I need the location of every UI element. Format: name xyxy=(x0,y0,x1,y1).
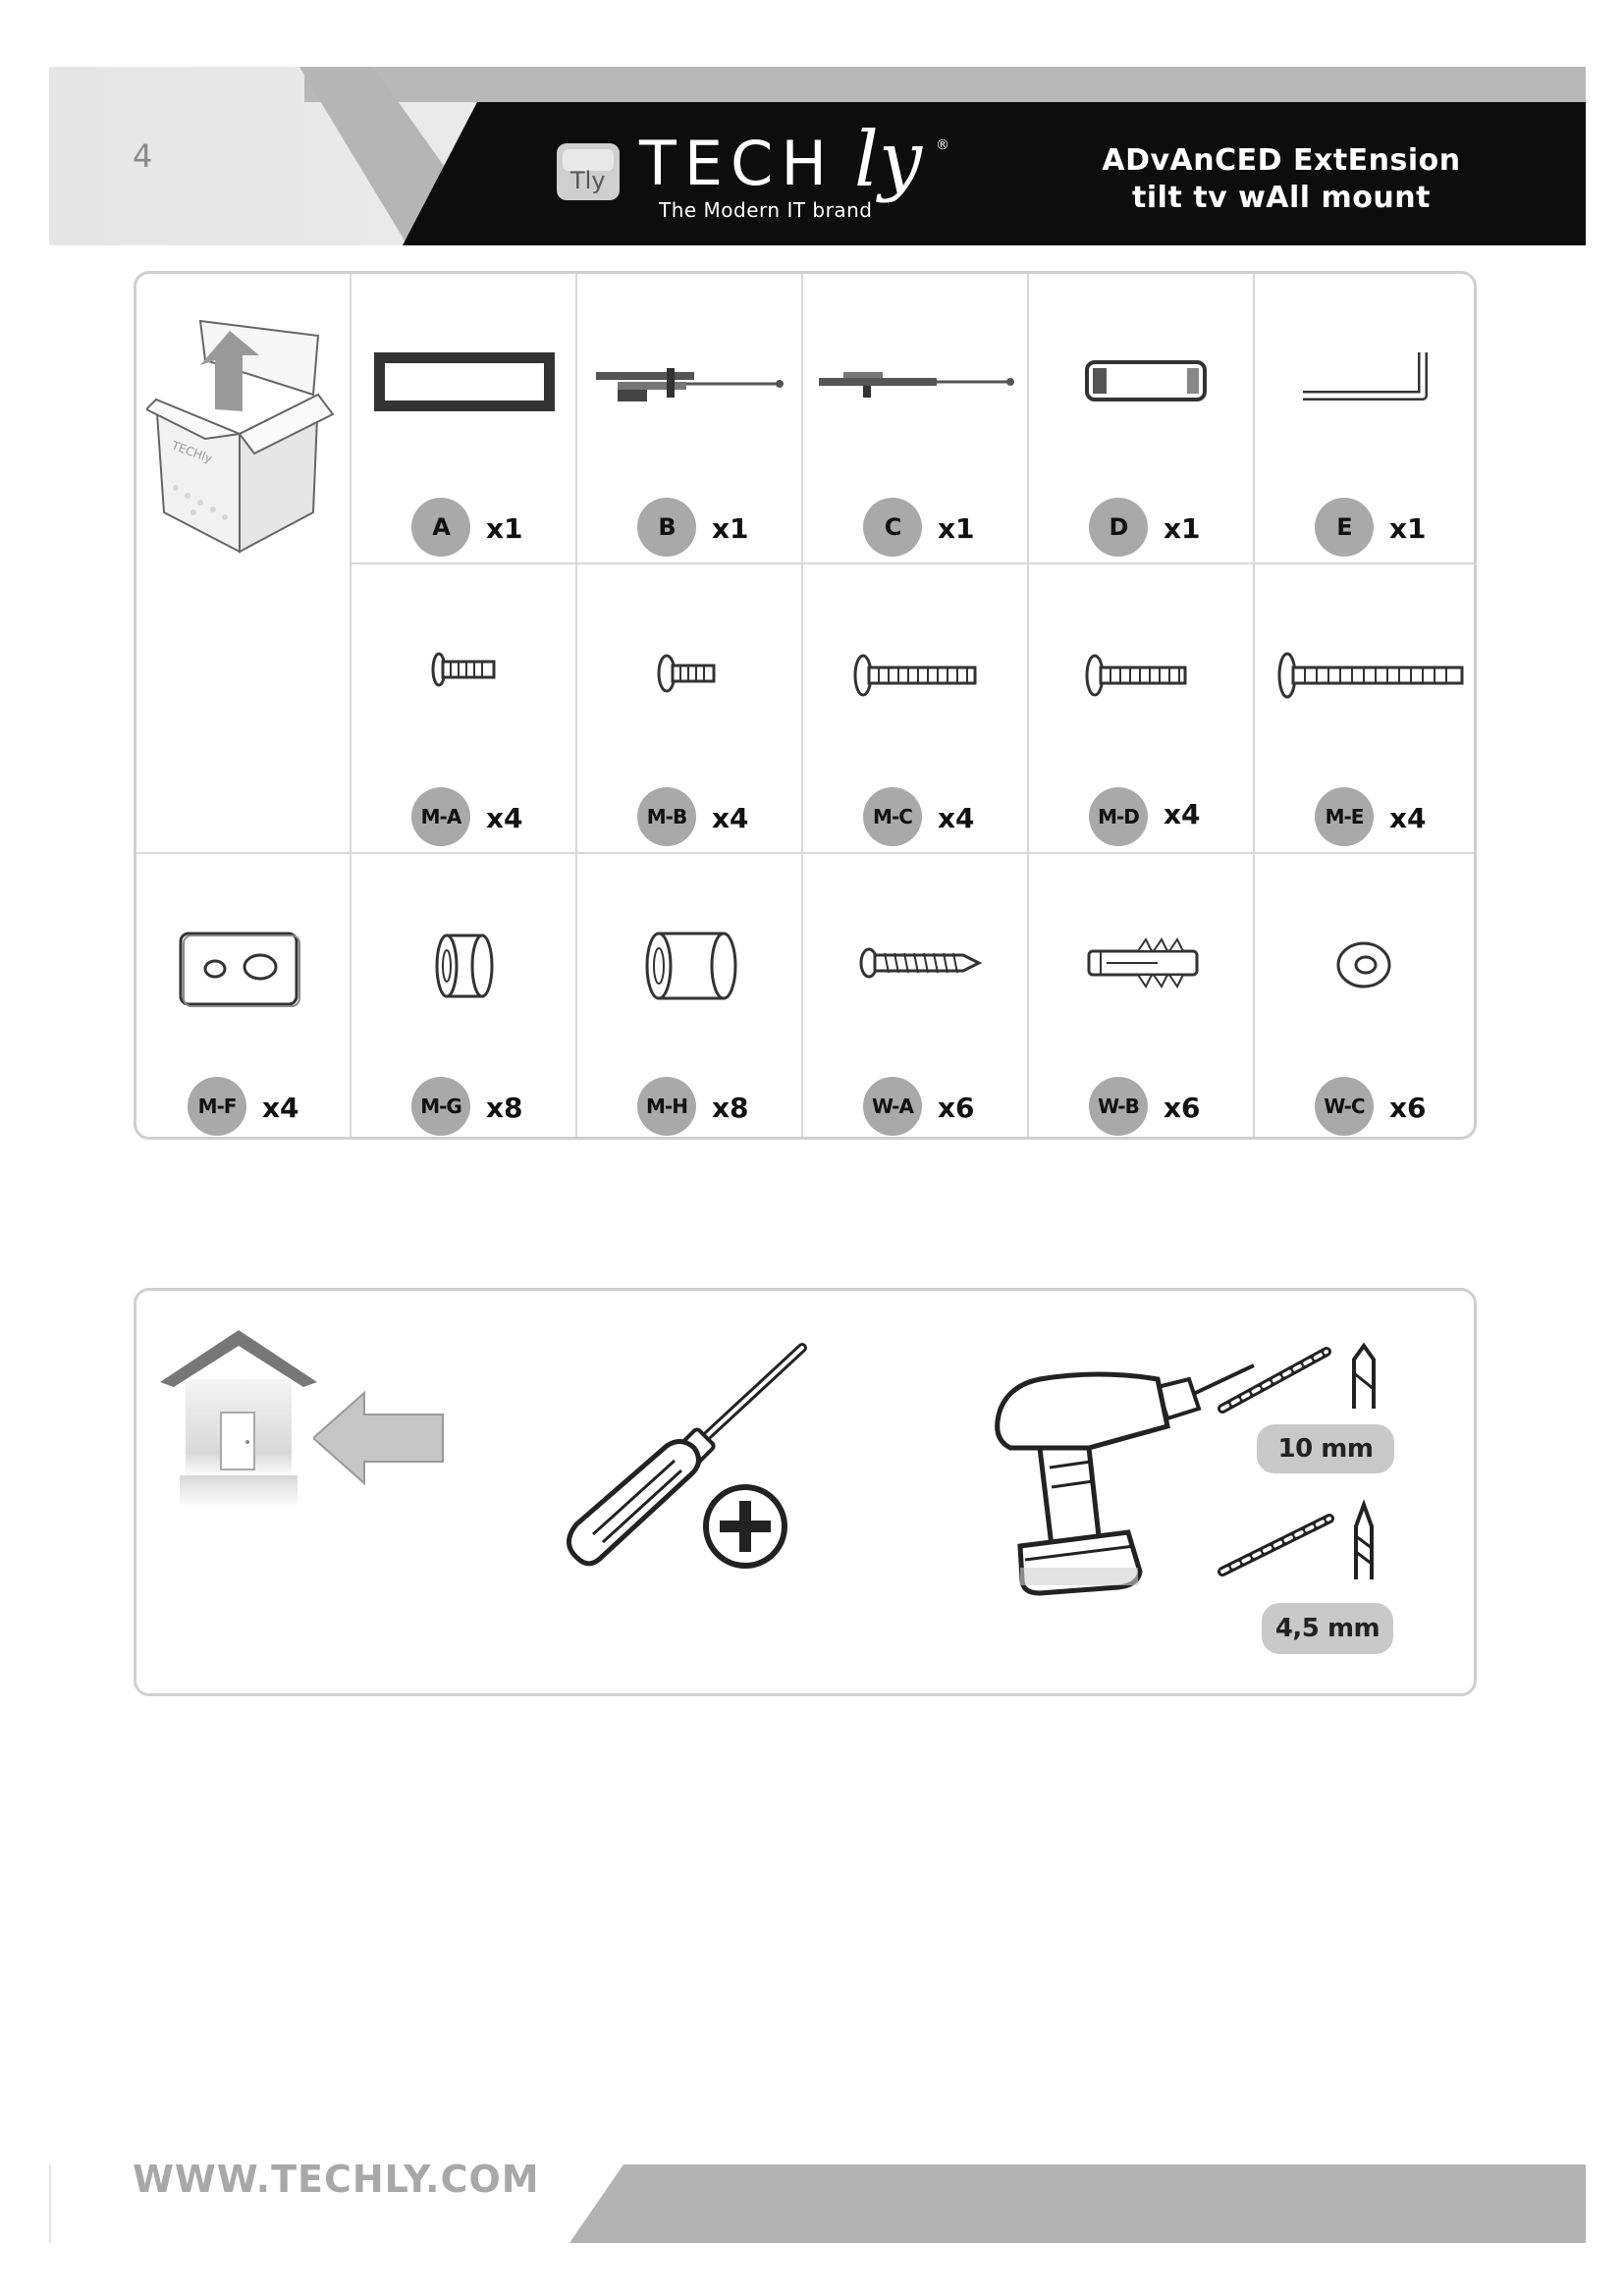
part-quantity: x4 xyxy=(1389,802,1427,834)
brand-script: ly xyxy=(854,116,923,204)
svg-text:TECHly: TECHly xyxy=(169,438,214,466)
part-w-c-cell xyxy=(1256,853,1477,1140)
part-m-d-cell xyxy=(1030,563,1254,851)
drill-bit-small-icon xyxy=(1217,1497,1393,1585)
part-m-f-cell xyxy=(136,853,351,1140)
part-w-b-cell xyxy=(1030,853,1254,1140)
part-id-badge: D xyxy=(1089,498,1148,557)
part-id-badge: B xyxy=(637,498,696,557)
level-icon xyxy=(1030,313,1254,451)
part-m-e-cell xyxy=(1256,563,1477,851)
brand-tagline: The Modern IT brand xyxy=(659,198,873,222)
part-id-badge: A xyxy=(411,498,470,557)
part-a-cell xyxy=(352,274,576,561)
part-id-badge: M-F xyxy=(188,1077,246,1136)
part-id-badge: M-E xyxy=(1315,787,1374,846)
spacer-icon xyxy=(352,892,576,1030)
screw-icon xyxy=(578,603,802,740)
plate-washer-icon xyxy=(136,892,360,1030)
allen-key-icon xyxy=(1256,313,1477,451)
part-quantity: x1 xyxy=(712,512,749,545)
part-id-badge: M-G xyxy=(411,1077,470,1136)
page-number: 4 xyxy=(133,137,153,175)
part-quantity: x8 xyxy=(486,1092,523,1124)
part-id-badge: M-B xyxy=(637,787,696,846)
part-id-badge: W-B xyxy=(1089,1077,1148,1136)
part-quantity: x4 xyxy=(712,802,749,834)
package-box-icon xyxy=(146,301,343,557)
product-title xyxy=(1075,142,1488,217)
part-m-a-cell xyxy=(352,563,576,851)
drill-bit-large-icon xyxy=(1217,1330,1393,1418)
bracket-arm-icon xyxy=(578,313,802,451)
part-m-b-cell xyxy=(578,563,802,851)
part-quantity: x1 xyxy=(938,512,975,545)
screw-icon xyxy=(1256,603,1477,740)
required-tools-panel xyxy=(134,1288,1477,1696)
part-quantity: x4 xyxy=(262,1092,299,1124)
part-id-badge: M-D xyxy=(1089,787,1148,846)
part-quantity: x1 xyxy=(486,512,523,545)
screw-icon xyxy=(1030,603,1254,740)
part-quantity: x4 xyxy=(938,802,975,834)
wall-anchor-icon xyxy=(1030,892,1254,1030)
product-title-line2: tilt tv wAll mount xyxy=(1132,181,1431,215)
phillips-screwdriver-icon xyxy=(549,1338,843,1583)
arrow-left-icon xyxy=(313,1389,451,1487)
part-quantity: x8 xyxy=(712,1092,749,1124)
washer-icon xyxy=(1256,892,1477,1030)
screw-icon xyxy=(804,603,1028,740)
part-quantity: x1 xyxy=(1389,512,1427,545)
screw-icon xyxy=(352,603,576,740)
techly-logo xyxy=(555,116,957,228)
part-w-a-cell xyxy=(804,853,1028,1140)
footer-banner xyxy=(569,2164,1586,2243)
part-c-cell xyxy=(804,274,1028,561)
bracket-arm-icon xyxy=(804,313,1028,451)
part-quantity: x1 xyxy=(1164,512,1201,545)
part-quantity: x6 xyxy=(1164,1092,1201,1124)
footer-website-url: WWW.TECHLY.COM xyxy=(133,2158,540,2201)
part-quantity: x6 xyxy=(938,1092,975,1124)
spacer-icon xyxy=(578,892,802,1030)
part-id-badge: E xyxy=(1315,498,1374,557)
brand-name: TECH xyxy=(639,128,835,199)
part-quantity: x4 xyxy=(486,802,523,834)
part-id-badge: M-C xyxy=(863,787,922,846)
part-id-badge: M-H xyxy=(637,1077,696,1136)
part-id-badge: W-A xyxy=(863,1077,922,1136)
part-id-badge: C xyxy=(863,498,922,557)
part-quantity: x4 xyxy=(1164,798,1201,830)
part-m-g-cell xyxy=(352,853,576,1140)
part-b-cell xyxy=(578,274,802,561)
part-m-c-cell xyxy=(804,563,1028,851)
drill-bit-large-size: 10 mm xyxy=(1257,1424,1394,1473)
drill-bit-small-size: 4,5 mm xyxy=(1262,1603,1393,1654)
part-quantity: x6 xyxy=(1389,1092,1427,1124)
part-d-cell xyxy=(1030,274,1254,561)
part-id-badge: M-A xyxy=(411,787,470,846)
part-m-h-cell xyxy=(578,853,802,1140)
registered-mark: ® xyxy=(936,137,949,153)
wall-plate-icon xyxy=(352,313,576,451)
parts-list-panel xyxy=(134,271,1477,1140)
footer-divider xyxy=(49,2164,51,2243)
part-id-badge: W-C xyxy=(1315,1077,1374,1136)
part-e-cell xyxy=(1256,274,1477,561)
svg-text:Tly: Tly xyxy=(570,167,606,194)
lag-bolt-icon xyxy=(804,892,1028,1030)
techly-logo-mark-icon xyxy=(555,141,622,202)
product-title-line1: ADvAnCED ExtEnsion xyxy=(1102,143,1461,178)
